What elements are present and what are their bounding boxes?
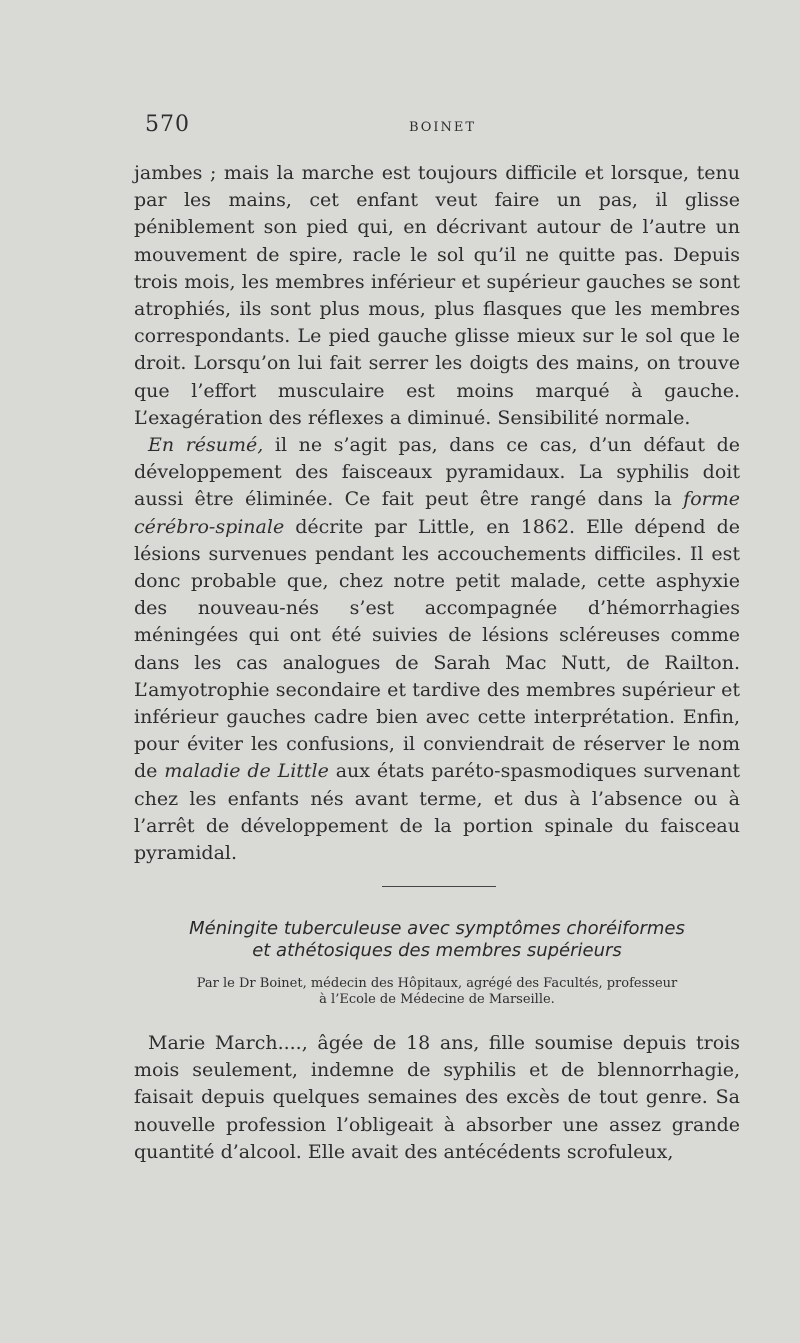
article-title-line-1: Méningite tuberculeuse avec symptômes choréiformes — [189, 918, 685, 939]
summary-text-e: aux états paréto-spasmodiques survenant chez les enfants nés avant terme, et dus à l’absence ou à l’arrêt de développement de la portion spinale du faisceau pyramidal. — [134, 760, 740, 865]
article-title — [134, 918, 740, 962]
page-header — [145, 112, 740, 142]
running-head: BOINET — [408, 120, 477, 135]
byline-line-2: à l’Ecole de Médecine de Marseille. — [319, 992, 555, 1007]
paragraph-summary — [134, 432, 740, 867]
body-text-upper — [134, 160, 740, 867]
section-divider — [382, 886, 496, 887]
summary-text-c: décrite par Little, en 1862. Elle dépend de lésions survenues pendant les accouchements difficiles. Il est donc probable que, chez notre petit malade, cette asphyxie des nouveau-nés s’est accompagnée d’hémorrhagies méningées qui ont été suivies de lésions scléreuses comme dans les cas analogues de Sarah Mac Nutt, de Railton. L’amyotrophie secondaire et tardive des membres supérieur et inférieur gauches cadre bien avec cette interprétation. Enfin, pour éviter les confusions, il conviendrait de réserver le nom de — [134, 515, 740, 783]
byline-line-1: Par le Dr Boinet, médecin des Hôpitaux, agrégé des Facultés, professeur — [196, 976, 678, 991]
paragraph-case-intro: Marie March...., âgée de 18 ans, fille soumise depuis trois mois seulement, indemne de syphilis et de blennorrhagie, faisait depuis quelques semaines des excès de tout genre. Sa nouvelle profession l’obligeait à absorber une assez grande quantité d’alcool. Elle avait des antécédents scrofuleux, — [134, 1032, 740, 1163]
summary-italic-disease: maladie de Little — [164, 760, 329, 783]
paragraph-case-description: jambes ; mais la marche est toujours difficile et lorsque, tenu par les mains, cet enfant veut faire un pas, il glisse péniblement son pied qui, en décrivant autour de l’autre un mouvement de spire, racle le sol qu’il ne quitte pas. Depuis trois mois, les membres inférieur et supérieur gauches se sont atrophiés, ils sont plus mous, plus flasques que les membres correspondants. Le pied gauche glisse mieux sur le sol que le droit. Lorsqu’on lui fait serrer les doigts des mains, on trouve que l’effort musculaire est moins marqué à gauche. L’exagération des réflexes a diminué. Sensibilité normale. — [134, 162, 740, 429]
summary-italic-form: forme cérébro-spinale — [134, 488, 740, 538]
article-title-line-2: et athétosiques des membres supérieurs — [252, 940, 622, 961]
page-number: 570 — [145, 112, 190, 137]
article-byline — [134, 976, 740, 1008]
summary-text-a: il ne s’agit pas, dans ce cas, d’un défaut de développement des faisceaux pyramidaux. La syphilis doit aussi être éliminée. Ce fait peut être rangé dans la — [134, 434, 740, 511]
summary-lead: En résumé, — [148, 434, 264, 457]
body-text-lower — [134, 1030, 740, 1166]
